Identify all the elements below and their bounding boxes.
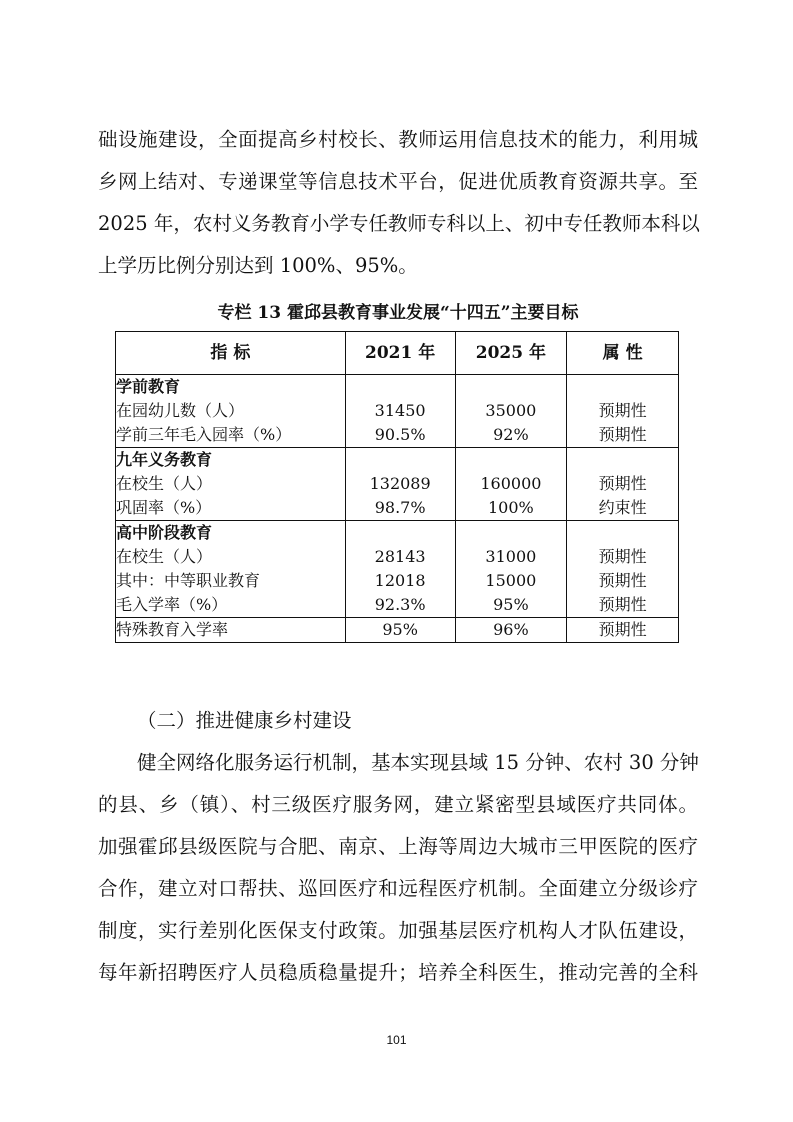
text-line: 制度，实行差别化医保支付政策。加强基层医疗机构人才队伍建设， <box>98 919 698 942</box>
text-line: 础设施建设，全面提高乡村校长、教师运用信息技术的能力，利用城 <box>98 128 698 151</box>
attribute-value: 预期性 <box>598 547 647 566</box>
indicator-cell <box>116 521 346 618</box>
indicator-name: 在校生（人） <box>116 474 213 493</box>
page-number: 101 <box>386 1033 407 1047</box>
value-2021: 28143 <box>374 547 426 566</box>
value-2021: 92.3% <box>374 595 426 614</box>
value-2025: 96% <box>455 618 567 643</box>
table-section-compulsory <box>116 448 679 521</box>
table-section-highschool <box>116 521 679 618</box>
indicator-name: 学前三年毛入园率（%） <box>116 425 292 444</box>
value-2025: 100% <box>488 498 534 517</box>
indicator-name: 特殊教育入学率 <box>116 618 346 643</box>
attribute-value: 预期性 <box>598 595 647 614</box>
section-heading: （二）推进健康乡村建设 <box>137 709 352 732</box>
indicator-name: 巩固率（%） <box>116 498 212 517</box>
attribute-cell <box>567 448 679 521</box>
attribute-cell <box>567 375 679 448</box>
value-2025-cell <box>455 448 567 521</box>
table-row-special-education <box>116 618 679 643</box>
section-title: 九年义务教育 <box>116 450 213 469</box>
attribute-cell <box>567 521 679 618</box>
indicator-name: 其中：中等职业教育 <box>116 571 261 590</box>
value-2021: 98.7% <box>374 498 426 517</box>
indicator-cell <box>116 448 346 521</box>
value-2025: 15000 <box>485 571 537 590</box>
indicator-name: 在园幼儿数（人） <box>116 401 245 420</box>
attribute-value: 预期性 <box>598 474 647 493</box>
value-2021: 95% <box>345 618 455 643</box>
table-title: 专栏 13 霍邱县教育事业发展“十四五”主要目标 <box>217 303 579 323</box>
value-2025-cell <box>455 375 567 448</box>
education-goals-table <box>115 331 679 643</box>
value-2025: 95% <box>493 595 529 614</box>
value-2025: 160000 <box>480 474 542 493</box>
text-line: 加强霍邱县级医院与合肥、南京、上海等周边大城市三甲医院的医疗 <box>98 835 698 858</box>
value-2021: 31450 <box>374 401 426 420</box>
header-attribute: 属 性 <box>567 332 679 375</box>
table-section-preschool <box>116 375 679 448</box>
value-2021: 12018 <box>374 571 426 590</box>
section-title: 学前教育 <box>116 377 181 396</box>
text-line: 合作，建立对口帮扶、巡回医疗和远程医疗机制。全面建立分级诊疗 <box>98 877 698 900</box>
section-title: 高中阶段教育 <box>116 523 213 542</box>
value-2021-cell <box>345 375 455 448</box>
health-paragraph <box>98 742 698 994</box>
text-line: 的县、乡（镇）、村三级医疗服务网，建立紧密型县域医疗共同体。 <box>98 793 698 816</box>
value-2025: 92% <box>493 425 529 444</box>
header-indicator: 指 标 <box>116 332 346 375</box>
section-heading-block <box>98 700 698 742</box>
text-line: 健全网络化服务运行机制，基本实现县域 15 分钟、农村 30 分钟 <box>137 751 699 774</box>
text-line: 上学历比例分别达到 100%、95%。 <box>98 254 418 277</box>
value-2025: 31000 <box>485 547 537 566</box>
attribute-value: 预期性 <box>567 618 679 643</box>
table-header-row <box>116 332 679 375</box>
indicator-name: 在校生（人） <box>116 547 213 566</box>
text-line: 乡网上结对、专递课堂等信息技术平台，促进优质教育资源共享。至 <box>98 170 698 193</box>
value-2021-cell <box>345 521 455 618</box>
intro-paragraph <box>98 119 698 287</box>
attribute-value: 预期性 <box>598 401 647 420</box>
header-2021: 2021 年 <box>345 332 455 375</box>
value-2021-cell <box>345 448 455 521</box>
value-2021: 90.5% <box>374 425 426 444</box>
text-line: 每年新招聘医疗人员稳质稳量提升；培养全科医生，推动完善的全科 <box>98 961 698 984</box>
value-2025-cell <box>455 521 567 618</box>
indicator-name: 毛入学率（%） <box>116 595 228 614</box>
indicator-cell <box>116 375 346 448</box>
attribute-value: 预期性 <box>598 425 647 444</box>
attribute-value: 约束性 <box>598 498 647 517</box>
text-line: 2025 年，农村义务教育小学专任教师专科以上、初中专任教师本科以 <box>98 212 700 235</box>
value-2021: 132089 <box>369 474 431 493</box>
value-2025: 35000 <box>485 401 537 420</box>
attribute-value: 预期性 <box>598 571 647 590</box>
header-2025: 2025 年 <box>455 332 567 375</box>
